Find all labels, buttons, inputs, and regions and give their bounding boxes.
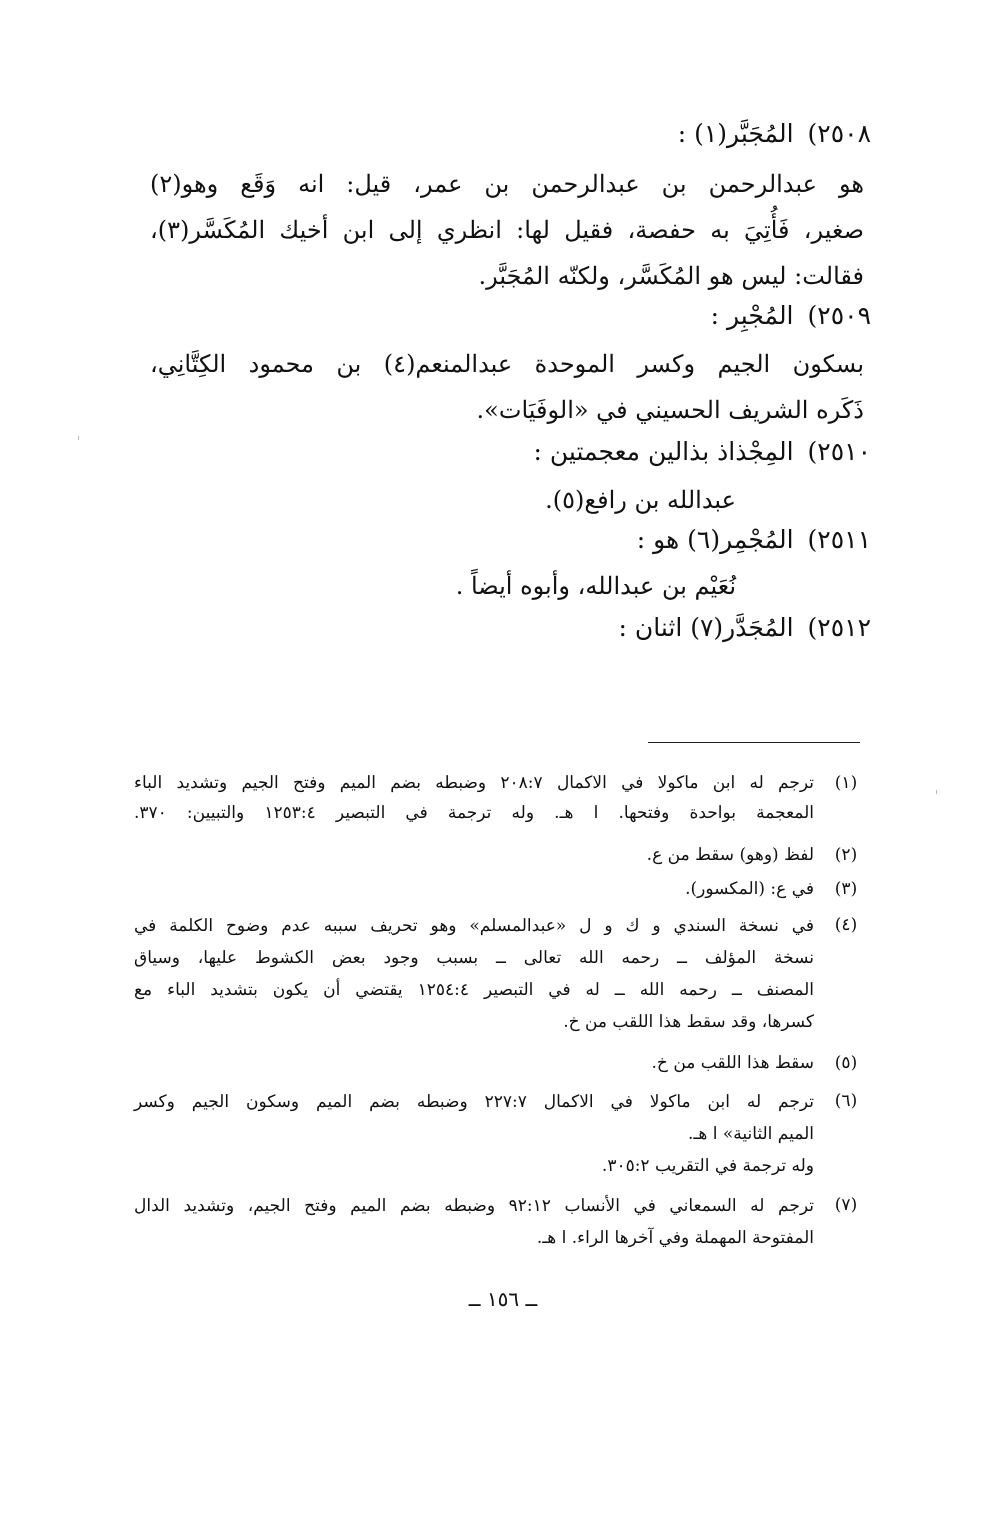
footnote-number: (٤) [834,915,858,935]
footnote [134,1190,864,1254]
footnote-line: ترجم له ابن ماكولا في الاكمال ٢٠٨:٧ وضبطه بضم الميم وفتح الجيم وتشديد الباء [134,773,814,793]
footnote-number: (٢) [834,845,858,865]
entry-heading [678,116,871,152]
footnote-number: (٣) [834,879,858,899]
footnote [134,874,864,904]
entry-title: المُجَدَّر(٧) اثنان : [618,613,794,642]
footnote-line: الميم الثانية» ا هـ. [687,1124,814,1144]
entry-text-line: بسكون الجيم وكسر الموحدة عبدالمنعم(٤) بن محمود الكِتَّانِي، [150,350,864,378]
footnote-line: في نسخة السندي و ك و ل «عبدالمسلم» وهو تحريف سببه عدم وضوح الكلمة في [134,916,814,936]
footnote-line: كسرها، وقد سقط هذا اللقب من خ. [563,1012,814,1032]
footnote-number: (٦) [834,1091,858,1111]
entry-heading [534,434,871,470]
entry-number: ٢٥١١) [807,525,871,554]
footnote-line: سقط هذا اللقب من خ. [651,1053,814,1073]
entry-heading [711,298,871,334]
footnote-line: في ع: (المكسور). [685,879,814,899]
footnote-separator [648,742,860,743]
scan-mark [936,790,937,794]
entry-title: المُجْمِر(٦) هو : [636,525,794,554]
footnote-line: لفظ (وهو) سقط من ع. [646,845,814,865]
entry-text-line: ذَكَره الشريف الحسيني في «الوفَيَات». [476,396,864,424]
entry-number: ٢٥١٢) [807,613,871,642]
entry-title: المُجَبَّر(١) : [677,119,794,148]
footnote-number: (٥) [834,1053,858,1073]
entry-text-line: هو عبدالرحمن بن عبدالرحمن بن عمر، قيل: انه وَقَع وهو(٢) [150,170,864,198]
footnote [134,768,864,828]
footnote-number: (١) [834,773,858,793]
footnote-line: ترجم له السمعاني في الأنساب ٩٢:١٢ وضبطه بضم الميم وفتح الجيم، وتشديد الدال [134,1196,814,1216]
footnote-line: وله ترجمة في التقريب ٣٠٥:٢. [601,1156,814,1176]
footnote [134,910,864,1038]
entry-text-line: فقالت: ليس هو المُكَسَّر، ولكنّه المُجَبَّر. [478,262,864,290]
footnote-line: ترجم له ابن ماكولا في الاكمال ٢٢٧:٧ وضبطه بضم الميم وسكون الجيم وكسر [134,1092,814,1112]
entry-number: ٢٥١٠) [807,437,871,466]
footnote [134,1048,864,1078]
footnote [134,1086,864,1182]
footnote-line: المفتوحة المهملة وفي آخرها الراء. ا هـ. [536,1228,814,1248]
entry-text-line: نُعَيْم بن عبدالله، وأبوه أيضاً . [455,572,736,600]
entry-number: ٢٥٠٩) [807,301,871,330]
entry-number: ٢٥٠٨) [807,119,871,148]
entry-heading [618,610,871,646]
footnote-line: نسخة المؤلف ــ رحمه الله تعالى ــ بسبب وجود بعض الكشوط عليها، وسياق [134,948,814,968]
footnote [134,840,864,870]
entry-title: المُجْبِر : [710,301,794,330]
footnote-line: المصنف ــ رحمه الله ــ له في التبصير ١٢٥٤:٤ يقتضي أن يكون بتشديد الباء مع [134,980,814,1000]
page-number: ــ ١٥٦ ــ [468,1287,538,1311]
entry-heading [637,522,871,558]
entry-text-line: عبدالله بن رافع(٥). [545,486,736,514]
footnote-number: (٧) [834,1195,858,1215]
entry-title: المِجْذاذ بذالين معجمتين : [533,437,794,466]
scan-mark [78,436,79,440]
entry-text-line: صغير، فَأُتِيَ به حفصة، فقيل لها: انظري إلى ابن أخيك المُكَسَّر(٣)، [150,216,864,244]
footnote-line: المعجمة بواحدة وفتحها. ا هـ. وله ترجمة في التبصير ١٢٥٣:٤ والتبيين: ٣٧٠. [134,803,815,823]
